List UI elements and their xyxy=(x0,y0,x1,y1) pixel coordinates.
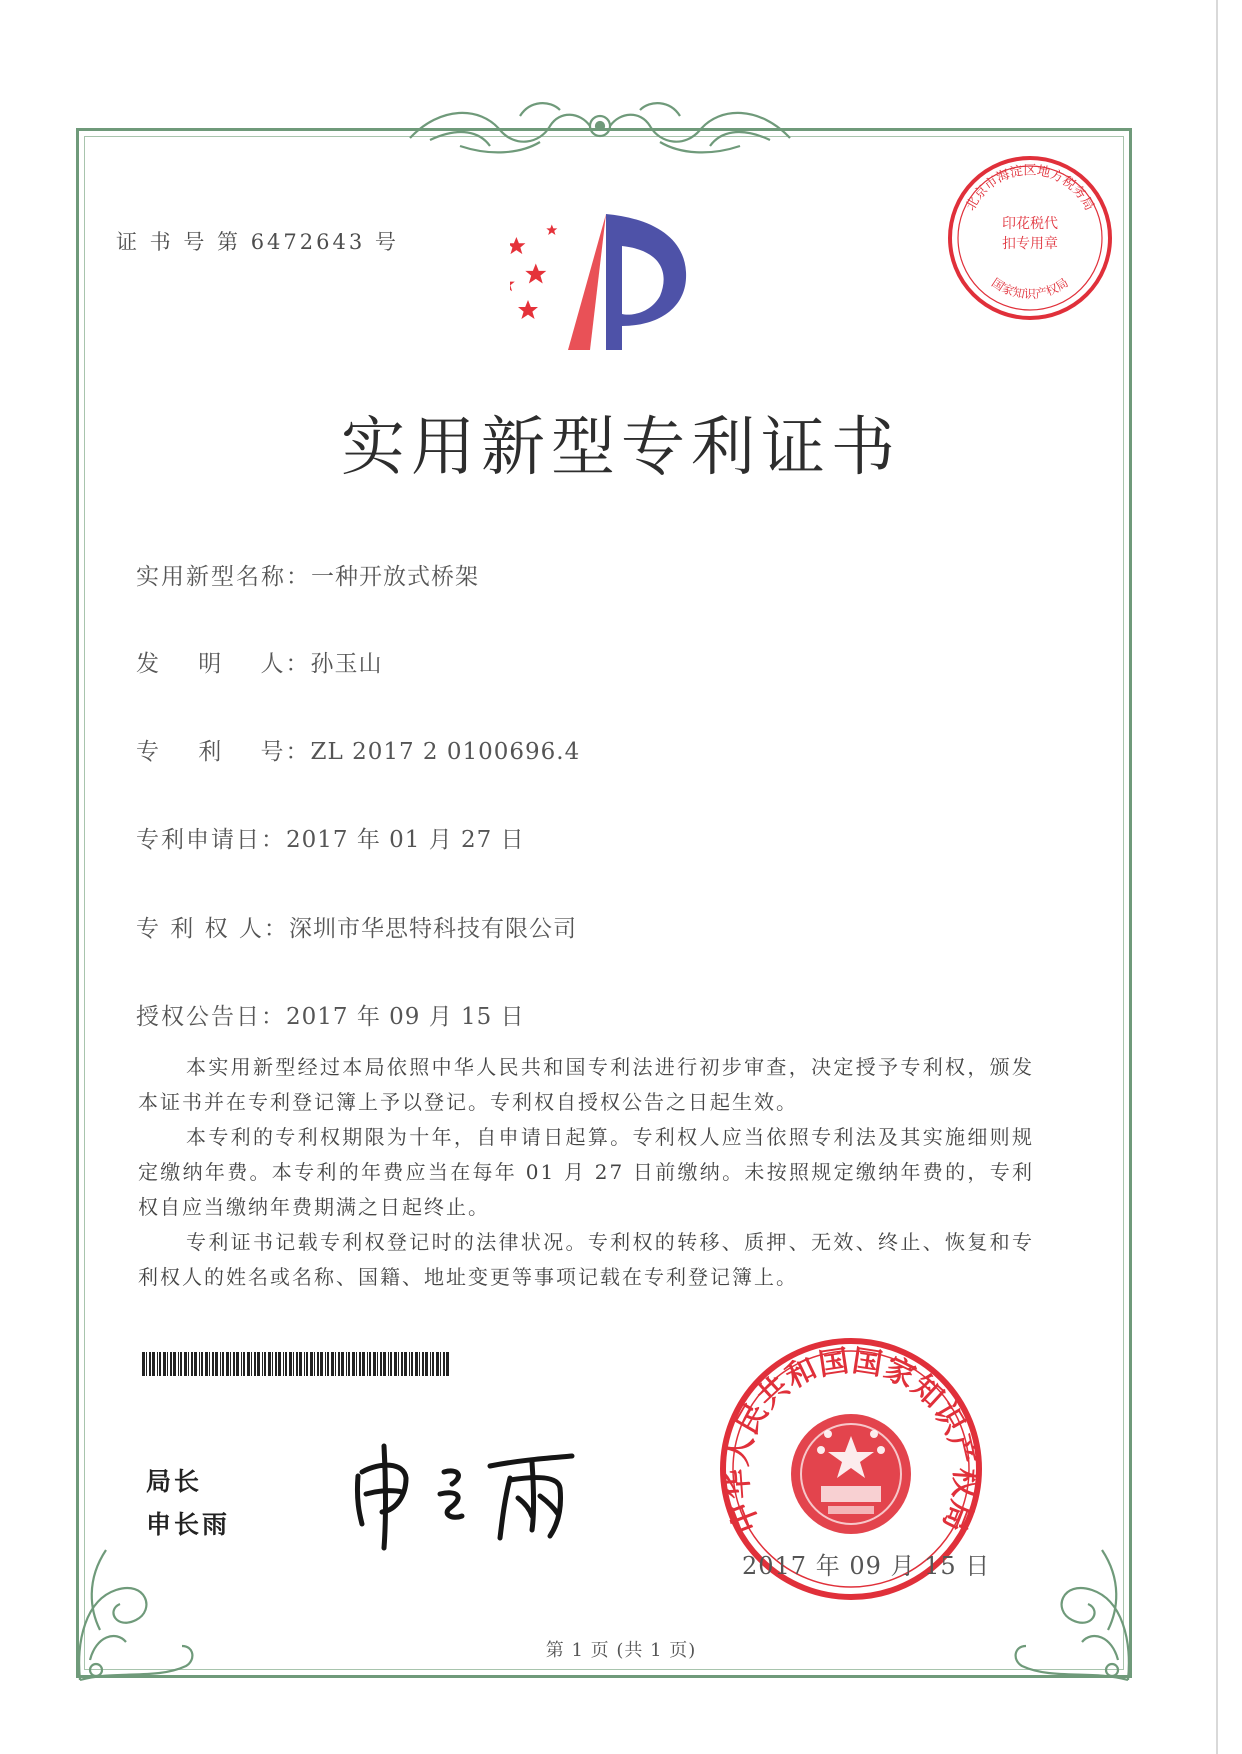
barcode-bar xyxy=(359,1352,361,1376)
barcode-bar xyxy=(293,1352,294,1376)
patent-office-logo xyxy=(510,210,700,360)
barcode-bar xyxy=(419,1352,420,1376)
barcode-bar xyxy=(432,1352,434,1376)
tax-stamp-ring-text: 北京市海淀区地方税务局 xyxy=(963,163,1097,214)
barcode-bar xyxy=(436,1352,439,1376)
barcode-bar xyxy=(173,1352,176,1376)
barcode-bar xyxy=(264,1352,266,1376)
barcode-bar xyxy=(257,1352,260,1376)
barcode-bar xyxy=(356,1352,357,1376)
field-label: 授权公告日： xyxy=(136,1004,286,1030)
barcode-bar xyxy=(188,1352,189,1376)
barcode-bar xyxy=(243,1352,245,1376)
barcode-bar xyxy=(430,1352,431,1376)
barcode-bar xyxy=(199,1352,200,1376)
barcode-bar xyxy=(310,1352,313,1376)
barcode-bar xyxy=(394,1352,397,1376)
barcode-bar xyxy=(325,1352,326,1376)
barcode-bar xyxy=(283,1352,284,1376)
barcode-bar xyxy=(367,1352,368,1376)
barcode-bar xyxy=(306,1352,308,1376)
barcode-bar xyxy=(205,1352,208,1376)
page-number: 第 1 页 (共 1 页) xyxy=(545,1640,697,1661)
barcode-bar xyxy=(262,1352,263,1376)
barcode-bar xyxy=(440,1352,441,1376)
svg-text:北京市海淀区地方税务局 xyxy=(963,163,1096,214)
barcode-bar xyxy=(401,1352,403,1376)
barcode-bar xyxy=(415,1352,418,1376)
barcode-bar xyxy=(314,1352,315,1376)
barcode-bar xyxy=(241,1352,242,1376)
barcode-bar xyxy=(194,1352,197,1376)
page-edge xyxy=(1216,0,1218,1754)
barcode-bar xyxy=(331,1352,334,1376)
barcode-bar xyxy=(409,1352,410,1376)
barcode-bar xyxy=(233,1352,235,1376)
barcode-bar xyxy=(422,1352,424,1376)
barcode-bar xyxy=(142,1352,145,1376)
barcode-bar xyxy=(352,1352,355,1376)
director-title: 局长 xyxy=(146,1467,203,1496)
barcode-bar xyxy=(191,1352,193,1376)
tax-stamp-center-text: 印花税代扣专用章 xyxy=(1002,216,1058,252)
barcode-bar xyxy=(159,1352,161,1376)
stamp-date: 2017 年 09 月 15 日 xyxy=(742,1552,991,1580)
svg-text:国家知识产权局 xyxy=(989,275,1071,301)
field-grant-announcement-date xyxy=(136,998,525,1031)
field-label: 实用新型名称： xyxy=(136,564,311,590)
barcode-bar xyxy=(341,1352,344,1376)
barcode-bar xyxy=(388,1352,389,1376)
field-label: 专 利 号： xyxy=(136,739,311,765)
barcode-bar xyxy=(184,1352,187,1376)
barcode-bar xyxy=(317,1352,319,1376)
field-patentee xyxy=(136,910,577,943)
state-seal-ring-text: 中华人民共和国国家知识产权局 xyxy=(719,1343,983,1538)
body-paragraph: 本实用新型经过本局依照中华人民共和国专利法进行初步审查，决定授予专利权，颁发本证书并在专利登记簿上予以登记。专利权自授权公告之日起生效。 xyxy=(138,1055,1034,1114)
barcode-bar xyxy=(201,1352,203,1376)
barcode-bar xyxy=(369,1352,371,1376)
barcode-bar xyxy=(220,1352,221,1376)
barcode-bar xyxy=(362,1352,365,1376)
barcode-bar xyxy=(446,1352,449,1376)
corner-ornament-bottom-left xyxy=(66,1520,206,1690)
barcode-bar xyxy=(443,1352,445,1376)
barcode-bar xyxy=(152,1352,155,1376)
barcode-bar xyxy=(338,1352,340,1376)
barcode-bar xyxy=(180,1352,182,1376)
barcode-bar xyxy=(251,1352,252,1376)
barcode-bar xyxy=(212,1352,214,1376)
barcode-bar xyxy=(230,1352,231,1376)
barcode-bar xyxy=(373,1352,376,1376)
barcode-bar xyxy=(377,1352,378,1376)
barcode-bar xyxy=(236,1352,239,1376)
barcode-bar xyxy=(167,1352,168,1376)
barcode-bar xyxy=(268,1352,271,1376)
corner-ornament-bottom-right xyxy=(1002,1520,1142,1690)
barcode-bar xyxy=(404,1352,407,1376)
field-inventor xyxy=(136,645,383,678)
barcode-bar xyxy=(163,1352,166,1376)
field-label: 发 明 人： xyxy=(136,651,311,677)
barcode-bar xyxy=(327,1352,329,1376)
barcode-bar xyxy=(346,1352,347,1376)
barcode-bar xyxy=(157,1352,158,1376)
certificate-title: 实用新型专利证书 xyxy=(341,411,901,485)
body-paragraph: 本专利的专利权期限为十年，自申请日起算。专利权人应当依照专利法及其实施细则规定缴纳年费。本专利的年费应当在每年 01 月 27 日前缴纳。未按照规定缴纳年费的，专利权自应当缴纳年费期满之日起终止。 xyxy=(138,1125,1034,1219)
field-utility-model-name xyxy=(136,558,479,591)
director-name: 申长雨 xyxy=(146,1510,231,1539)
tax-stamp-bottom-text: 国家知识产权局 xyxy=(989,275,1071,302)
barcode-bar xyxy=(383,1352,386,1376)
barcode-bar xyxy=(285,1352,287,1376)
barcode-bar xyxy=(275,1352,277,1376)
barcode-bar xyxy=(411,1352,413,1376)
barcode-bar xyxy=(390,1352,392,1376)
barcode-bar xyxy=(209,1352,210,1376)
field-value: 深圳市华思特科技有限公司 xyxy=(288,916,577,942)
barcode-bar xyxy=(226,1352,229,1376)
top-ornament xyxy=(400,96,800,162)
barcode-bar xyxy=(222,1352,224,1376)
barcode-bar xyxy=(304,1352,305,1376)
barcode-bar xyxy=(278,1352,281,1376)
barcode-bar xyxy=(272,1352,273,1376)
field-value: 2017 年 09 月 15 日 xyxy=(286,1004,525,1030)
barcode-bar xyxy=(149,1352,151,1376)
certificate-number: 证 书 号 第 6472643 号 xyxy=(116,230,399,254)
barcode-bar xyxy=(296,1352,298,1376)
tax-stamp-seal xyxy=(944,152,1116,324)
barcode-bar xyxy=(215,1352,218,1376)
barcode-bar xyxy=(398,1352,399,1376)
barcode-bar xyxy=(289,1352,292,1376)
field-value: 2017 年 01 月 27 日 xyxy=(286,827,525,853)
field-application-date xyxy=(136,821,525,854)
field-label: 专 利 权 人： xyxy=(136,916,289,942)
barcode-bar xyxy=(178,1352,179,1376)
certificate-body xyxy=(138,1050,1034,1295)
field-value: 孙玉山 xyxy=(310,651,383,677)
barcode-bar xyxy=(170,1352,172,1376)
field-value: ZL 2017 2 0100696.4 xyxy=(310,739,581,765)
barcode-bar xyxy=(146,1352,147,1376)
field-patent-number xyxy=(136,733,580,766)
barcode-bar xyxy=(425,1352,428,1376)
field-value: 一种开放式桥架 xyxy=(311,564,479,590)
barcode-bar xyxy=(335,1352,336,1376)
field-label: 专利申请日： xyxy=(136,827,286,853)
barcode-bar xyxy=(380,1352,382,1376)
barcode-bar xyxy=(247,1352,250,1376)
barcode-bar xyxy=(320,1352,323,1376)
body-paragraph: 专利证书记载专利权登记时的法律状况。专利权的转移、质押、无效、终止、恢复和专利权人的姓名或名称、国籍、地址变更等事项记载在专利登记簿上。 xyxy=(138,1230,1034,1289)
director-signature xyxy=(340,1432,610,1552)
barcode xyxy=(142,1352,454,1376)
barcode-bar xyxy=(299,1352,302,1376)
barcode-bar xyxy=(254,1352,256,1376)
barcode-bar xyxy=(348,1352,350,1376)
